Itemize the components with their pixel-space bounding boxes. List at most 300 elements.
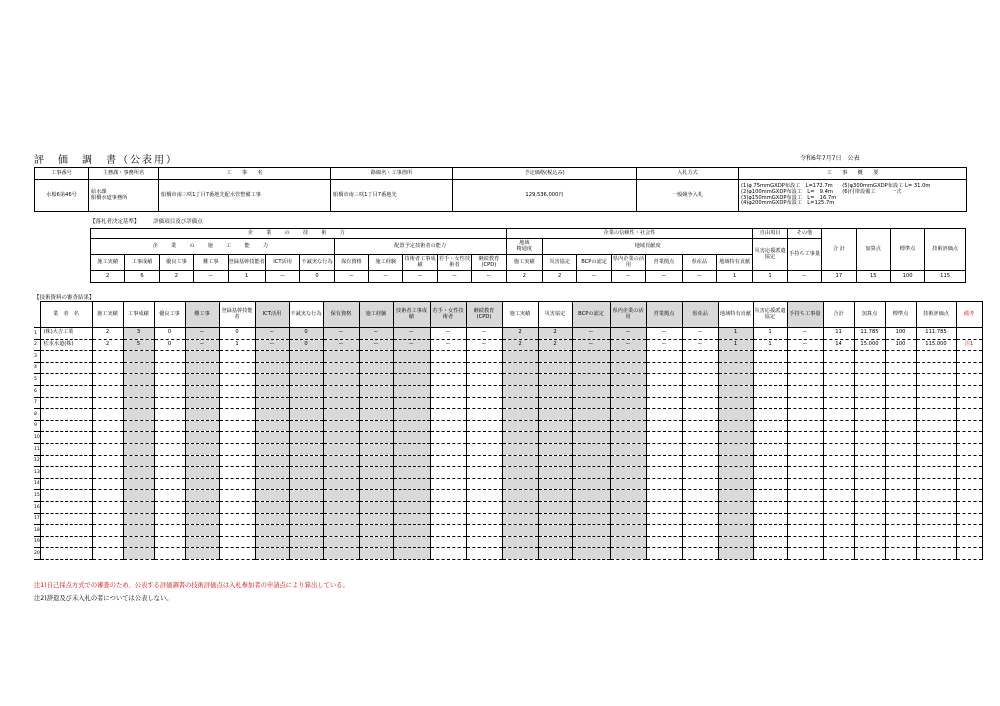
score-cell — [854, 351, 885, 363]
company-name — [40, 513, 92, 525]
score-cell — [956, 443, 982, 455]
department-line: 船橋水道事務所 — [91, 194, 128, 201]
score-cell: ー — [323, 328, 359, 340]
score-cell — [787, 443, 823, 455]
score-cell — [538, 385, 572, 397]
criteria-value: 0 — [300, 271, 334, 283]
criteria-value: ー — [403, 271, 437, 283]
criteria-sub: 評価項目及び評価点 — [153, 219, 203, 225]
score-cell — [466, 362, 502, 374]
score-cell — [359, 513, 393, 525]
score-cell — [123, 385, 154, 397]
score-cell — [885, 374, 916, 386]
row-number: 5 — [34, 374, 40, 386]
score-cell — [572, 432, 610, 444]
score-cell — [538, 351, 572, 363]
project-overview — [739, 180, 967, 212]
score-cell — [916, 420, 956, 432]
score-cell — [885, 467, 916, 479]
score-cell: 0 — [219, 328, 255, 340]
score-cell — [185, 362, 219, 374]
score-cell: 115.000 — [916, 339, 956, 351]
score-cell — [682, 374, 718, 386]
score-cell: 14 — [823, 339, 854, 351]
score-cell — [154, 478, 185, 490]
score-cell — [393, 351, 430, 363]
score-cell — [219, 501, 255, 513]
review-header: 災害応援派遣協定 — [753, 302, 787, 328]
score-cell — [255, 467, 289, 479]
score-cell — [682, 467, 718, 479]
criteria-value: ー — [369, 271, 403, 283]
score-cell — [916, 501, 956, 513]
score-cell: 1 — [718, 328, 753, 340]
review-header: 県産品 — [682, 302, 718, 328]
score-cell — [466, 385, 502, 397]
sub-staff: 配置予定技術者の能力 — [334, 239, 506, 255]
score-cell — [255, 501, 289, 513]
criteria-value: 1 — [716, 271, 752, 283]
score-cell — [538, 525, 572, 537]
company-name — [40, 455, 92, 467]
score-cell — [393, 467, 430, 479]
row-number: 2 — [34, 339, 40, 351]
score-cell: ー — [185, 339, 219, 351]
criteria-header: 保有資格 — [334, 255, 368, 271]
score-cell — [92, 385, 123, 397]
score-cell — [538, 501, 572, 513]
score-cell — [92, 501, 123, 513]
score-cell — [823, 420, 854, 432]
page-title: 評 価 調 書（公表用） — [34, 155, 178, 166]
score-cell — [646, 478, 682, 490]
score-cell — [185, 385, 219, 397]
score-cell — [610, 513, 646, 525]
score-cell — [430, 409, 466, 421]
score-cell — [854, 490, 885, 502]
score-cell — [718, 420, 753, 432]
criteria-value: 2 — [91, 271, 125, 283]
score-cell — [430, 432, 466, 444]
review-table — [34, 301, 983, 560]
score-cell — [646, 548, 682, 560]
review-header: ICT活用 — [255, 302, 289, 328]
row-number: 13 — [34, 467, 40, 479]
score-cell — [610, 385, 646, 397]
score-cell — [823, 490, 854, 502]
criteria-header: 標準点 — [890, 229, 924, 271]
criteria-value: ー — [472, 271, 506, 283]
score-cell — [393, 443, 430, 455]
score-cell — [430, 455, 466, 467]
score-cell — [787, 455, 823, 467]
score-cell — [323, 432, 359, 444]
score-cell — [92, 420, 123, 432]
score-cell — [538, 374, 572, 386]
score-cell — [154, 490, 185, 502]
score-cell: 2 — [92, 328, 123, 340]
company-name — [40, 432, 92, 444]
table-row — [34, 478, 982, 490]
score-cell — [718, 513, 753, 525]
review-header: 業 者 名 — [40, 302, 92, 328]
score-cell — [646, 525, 682, 537]
score-cell — [502, 490, 538, 502]
score-cell — [502, 478, 538, 490]
score-cell — [718, 443, 753, 455]
company-name — [40, 420, 92, 432]
score-cell — [956, 397, 982, 409]
score-cell — [502, 397, 538, 409]
score-cell — [185, 478, 219, 490]
score-cell — [885, 513, 916, 525]
score-cell — [255, 432, 289, 444]
review-header: 加算点 — [854, 302, 885, 328]
criteria-value: ー — [194, 271, 228, 283]
criteria-value: ー — [646, 271, 682, 283]
score-cell — [916, 490, 956, 502]
criteria-header: 工事成績 — [125, 255, 159, 271]
score-cell — [646, 362, 682, 374]
criteria-header: 登録基幹技能者 — [228, 255, 265, 271]
score-cell: 0 — [154, 328, 185, 340]
score-cell — [572, 409, 610, 421]
score-cell — [185, 467, 219, 479]
review-header: 営業拠点 — [646, 302, 682, 328]
row-number: 18 — [34, 525, 40, 537]
criteria-header: 難工事 — [194, 255, 228, 271]
score-cell — [289, 455, 323, 467]
score-cell — [956, 513, 982, 525]
score-cell — [718, 455, 753, 467]
score-cell — [682, 443, 718, 455]
score-cell — [854, 409, 885, 421]
criteria-header: 加算点 — [856, 229, 890, 271]
score-cell — [323, 536, 359, 548]
score-cell: 0 — [154, 339, 185, 351]
score-cell — [359, 443, 393, 455]
score-cell — [823, 397, 854, 409]
score-cell — [854, 397, 885, 409]
score-cell — [572, 443, 610, 455]
score-cell: 5 — [123, 339, 154, 351]
score-cell — [359, 478, 393, 490]
score-cell — [610, 351, 646, 363]
company-name — [40, 374, 92, 386]
score-cell — [123, 478, 154, 490]
score-cell — [185, 397, 219, 409]
table-row — [34, 467, 982, 479]
score-cell — [823, 548, 854, 560]
review-header: 登録基幹技能者 — [219, 302, 255, 328]
score-cell — [289, 478, 323, 490]
score-cell — [646, 501, 682, 513]
score-cell — [787, 525, 823, 537]
score-cell — [219, 443, 255, 455]
criteria-value: ー — [787, 271, 821, 283]
score-cell — [538, 478, 572, 490]
score-cell — [323, 548, 359, 560]
score-cell — [718, 351, 753, 363]
score-cell: 1 — [219, 339, 255, 351]
score-cell — [255, 362, 289, 374]
score-cell — [610, 374, 646, 386]
score-cell — [610, 397, 646, 409]
company-name — [40, 536, 92, 548]
score-cell — [885, 490, 916, 502]
score-cell: 11.785 — [854, 328, 885, 340]
criteria-header: 施工経験 — [369, 255, 403, 271]
score-cell — [610, 432, 646, 444]
group-trust: 企業の信頼性・社会性 — [506, 229, 753, 239]
row-number: 1 — [34, 328, 40, 340]
score-cell — [854, 374, 885, 386]
score-cell — [219, 385, 255, 397]
criteria-heading — [90, 217, 215, 225]
row-number: 10 — [34, 432, 40, 444]
criteria-value: 1 — [753, 271, 787, 283]
score-cell — [787, 397, 823, 409]
score-cell — [323, 374, 359, 386]
score-cell — [154, 548, 185, 560]
review-header: 難工事 — [185, 302, 219, 328]
score-cell — [718, 362, 753, 374]
score-cell — [323, 478, 359, 490]
score-cell — [502, 443, 538, 455]
score-cell — [393, 525, 430, 537]
score-cell: ー — [430, 328, 466, 340]
score-cell — [466, 432, 502, 444]
score-cell — [956, 385, 982, 397]
score-cell — [92, 490, 123, 502]
score-cell — [466, 548, 502, 560]
score-cell — [393, 455, 430, 467]
summary-header: 予定価格(税込み) — [453, 168, 637, 180]
criteria-header: BCPの認定 — [577, 255, 611, 271]
score-cell — [92, 409, 123, 421]
score-cell — [289, 420, 323, 432]
score-cell: ー — [572, 328, 610, 340]
row-number: 3 — [34, 351, 40, 363]
score-cell — [123, 397, 154, 409]
table-row — [34, 374, 982, 386]
score-cell — [646, 536, 682, 548]
score-cell — [956, 409, 982, 421]
score-cell — [359, 385, 393, 397]
score-cell — [255, 536, 289, 548]
score-cell — [956, 351, 982, 363]
company-name — [40, 409, 92, 421]
group-tech: 企 業 の 技 術 力 — [91, 229, 507, 239]
score-cell — [646, 443, 682, 455]
criteria-header: 災害協定 — [543, 255, 577, 271]
score-cell: 3 — [123, 328, 154, 340]
score-cell — [430, 351, 466, 363]
score-cell — [610, 443, 646, 455]
score-cell — [854, 525, 885, 537]
score-cell — [393, 478, 430, 490]
score-cell — [154, 525, 185, 537]
score-cell — [854, 432, 885, 444]
score-cell — [219, 536, 255, 548]
score-cell: ー — [610, 328, 646, 340]
score-cell — [718, 409, 753, 421]
score-cell — [646, 420, 682, 432]
score-cell — [823, 385, 854, 397]
score-cell — [646, 397, 682, 409]
score-cell — [255, 420, 289, 432]
score-cell — [572, 525, 610, 537]
score-cell: ー — [682, 328, 718, 340]
criteria-value: ー — [577, 271, 611, 283]
score-cell: 100 — [885, 339, 916, 351]
table-row — [34, 328, 982, 340]
score-cell — [753, 501, 787, 513]
score-cell: ー — [393, 328, 430, 340]
score-cell: ー — [255, 339, 289, 351]
score-cell — [123, 432, 154, 444]
score-cell — [289, 548, 323, 560]
score-cell — [787, 409, 823, 421]
criteria-value: 2 — [159, 271, 193, 283]
score-cell — [823, 432, 854, 444]
score-cell — [255, 478, 289, 490]
score-cell — [956, 455, 982, 467]
criteria-header: 営業拠点 — [646, 255, 682, 271]
score-cell — [323, 362, 359, 374]
table-row — [34, 351, 982, 363]
score-cell — [185, 490, 219, 502]
score-cell — [682, 478, 718, 490]
overview-line: (4)φ200mmGXDP布設工 L=125.7m — [741, 200, 835, 207]
score-cell — [753, 420, 787, 432]
score-cell — [753, 490, 787, 502]
score-cell — [92, 455, 123, 467]
score-cell — [154, 467, 185, 479]
criteria-header: 県内企業の活用 — [611, 255, 645, 271]
criteria-value: 2 — [506, 271, 542, 283]
score-cell — [682, 420, 718, 432]
score-cell — [854, 478, 885, 490]
score-cell — [916, 397, 956, 409]
score-cell — [185, 455, 219, 467]
score-cell — [753, 443, 787, 455]
score-cell — [753, 351, 787, 363]
review-header: 保有資格 — [323, 302, 359, 328]
score-cell — [885, 478, 916, 490]
score-cell — [123, 409, 154, 421]
score-cell: ー — [682, 339, 718, 351]
company-name — [40, 443, 92, 455]
score-cell — [185, 513, 219, 525]
score-cell: 0 — [289, 328, 323, 340]
score-cell — [466, 467, 502, 479]
score-cell — [538, 467, 572, 479]
score-cell — [787, 478, 823, 490]
company-name — [40, 478, 92, 490]
score-cell — [430, 443, 466, 455]
criteria-header: 優良工事 — [159, 255, 193, 271]
score-cell: 2 — [538, 339, 572, 351]
note-1: 注1)自己採点方式での審査のため、公表する評価調書の技術評価点は入札参加者の申請点により算出している。 — [34, 582, 349, 589]
score-cell — [255, 455, 289, 467]
score-cell — [323, 397, 359, 409]
score-cell — [538, 409, 572, 421]
score-cell — [430, 362, 466, 374]
score-cell — [538, 362, 572, 374]
score-cell — [289, 351, 323, 363]
score-cell — [323, 409, 359, 421]
score-cell — [185, 374, 219, 386]
bid-method: 一般競争入札 — [637, 180, 739, 212]
score-cell — [323, 501, 359, 513]
score-cell — [289, 385, 323, 397]
score-cell: ー — [255, 328, 289, 340]
score-cell — [823, 362, 854, 374]
score-cell — [502, 409, 538, 421]
score-cell: 111.785 — [916, 328, 956, 340]
score-cell — [92, 467, 123, 479]
score-cell — [255, 490, 289, 502]
score-cell — [646, 374, 682, 386]
criteria-table — [90, 228, 966, 283]
score-cell — [885, 432, 916, 444]
score-cell — [572, 374, 610, 386]
row-number: 7 — [34, 397, 40, 409]
score-cell — [502, 385, 538, 397]
score-cell — [718, 385, 753, 397]
score-cell — [885, 525, 916, 537]
score-cell — [502, 536, 538, 548]
score-cell — [718, 525, 753, 537]
overview-line: (5)φ300mmGXDP布設工 L= 31.0m — [842, 182, 931, 189]
score-cell — [854, 536, 885, 548]
score-cell — [885, 420, 916, 432]
table-row — [34, 420, 982, 432]
score-cell — [185, 351, 219, 363]
score-cell — [123, 443, 154, 455]
company-name: 松本水道(株) — [40, 339, 92, 351]
score-cell — [916, 409, 956, 421]
score-cell — [753, 467, 787, 479]
score-cell — [610, 409, 646, 421]
score-cell — [185, 548, 219, 560]
score-cell — [854, 385, 885, 397]
row-number: 16 — [34, 501, 40, 513]
score-cell — [430, 525, 466, 537]
criteria-header: 施工実績 — [91, 255, 125, 271]
score-cell — [885, 385, 916, 397]
score-cell — [466, 536, 502, 548]
score-cell — [787, 467, 823, 479]
score-cell — [359, 432, 393, 444]
score-cell — [538, 490, 572, 502]
row-number: 15 — [34, 490, 40, 502]
score-cell — [123, 374, 154, 386]
company-name — [40, 467, 92, 479]
score-cell — [393, 385, 430, 397]
table-row — [34, 385, 982, 397]
score-cell — [610, 420, 646, 432]
score-cell — [956, 501, 982, 513]
score-cell — [502, 513, 538, 525]
score-cell — [885, 548, 916, 560]
criteria-value: ー — [611, 271, 645, 283]
review-header: 若手・女性技術者 — [430, 302, 466, 328]
score-cell — [610, 490, 646, 502]
score-cell — [185, 525, 219, 537]
table-row — [34, 525, 982, 537]
